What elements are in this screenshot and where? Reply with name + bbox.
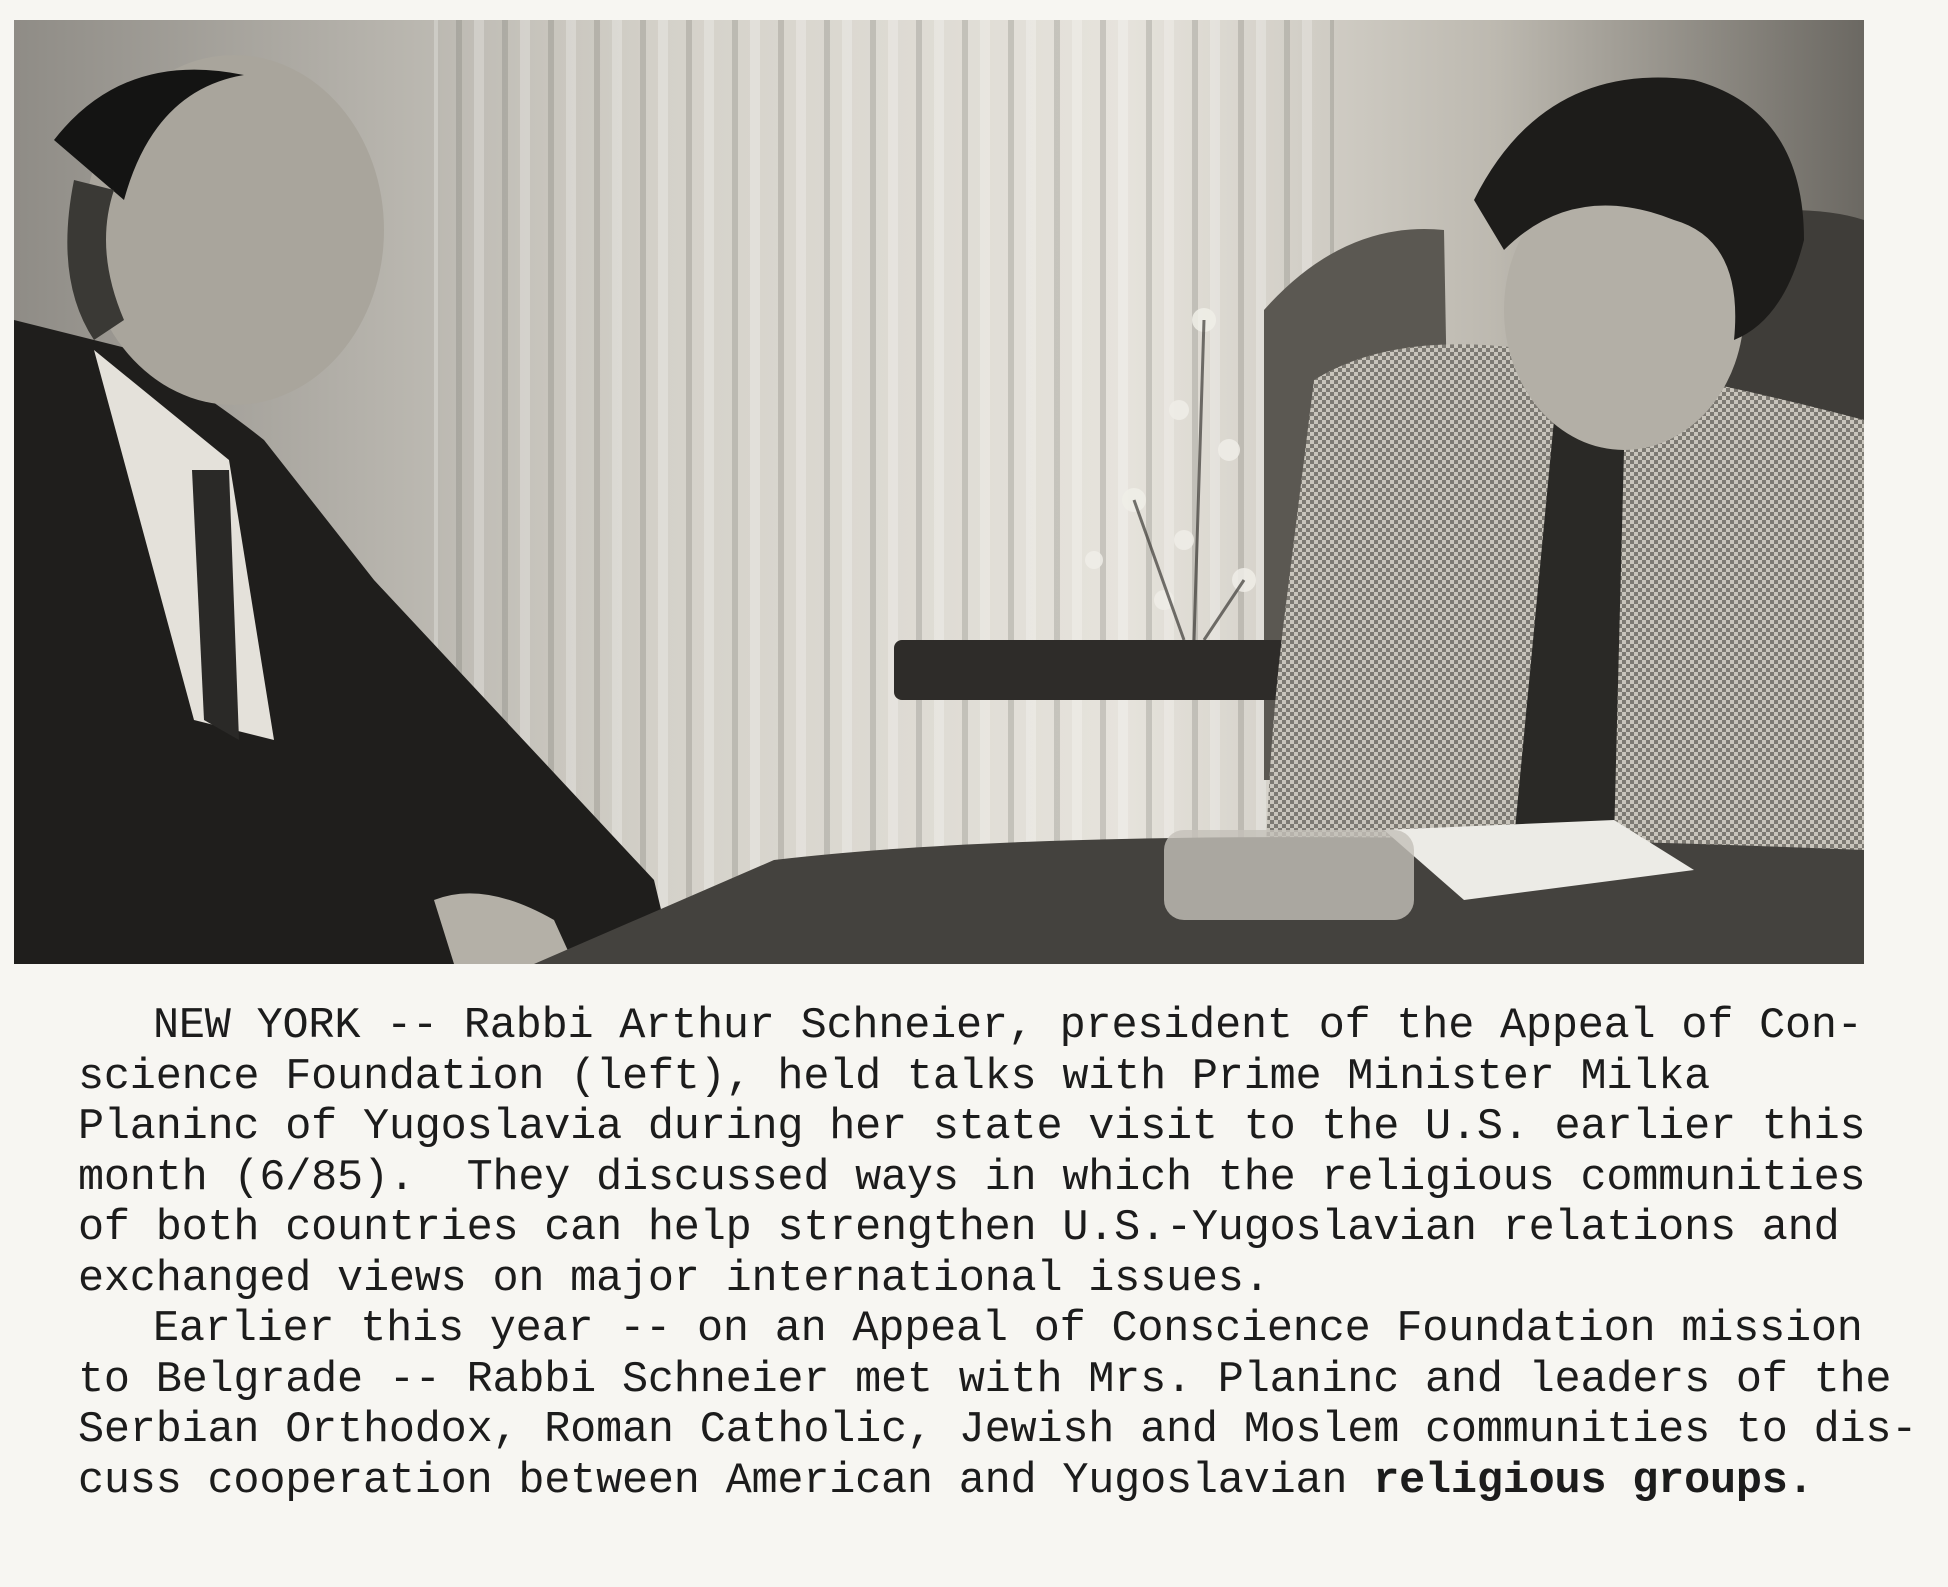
photo-caption (78, 1002, 1918, 1507)
caption-line: Serbian Orthodox, Roman Catholic, Jewish and Moslem communities to dis- (78, 1406, 1918, 1455)
caption-bold-text: religious groups. (1373, 1456, 1814, 1506)
caption-line: science Foundation (left), held talks with Prime Minister Milka (78, 1052, 1710, 1102)
photo-illustration (14, 20, 1864, 964)
caption-line: to Belgrade -- Rabbi Schneier met with Mrs. Planinc and leaders of the (78, 1355, 1892, 1405)
caption-line: exchanged views on major international issues. (78, 1254, 1270, 1304)
caption-line: month (6/85). They discussed ways in which the religious communities (78, 1153, 1866, 1203)
caption-line: Earlier this year -- on an Appeal of Conscience Foundation mission (153, 1305, 1863, 1354)
caption-line: NEW YORK -- Rabbi Arthur Schneier, president of the Appeal of Con- (153, 1002, 1863, 1051)
caption-line-text: cuss cooperation between American and Yugoslavian (78, 1456, 1348, 1506)
news-photo (14, 20, 1864, 964)
caption-line: Planinc of Yugoslavia during her state visit to the U.S. earlier this (78, 1103, 1866, 1152)
caption-last-line (78, 1457, 1868, 1508)
caption-line: of both countries can help strengthen U.S.-Yugoslavian relations and (78, 1204, 1840, 1253)
